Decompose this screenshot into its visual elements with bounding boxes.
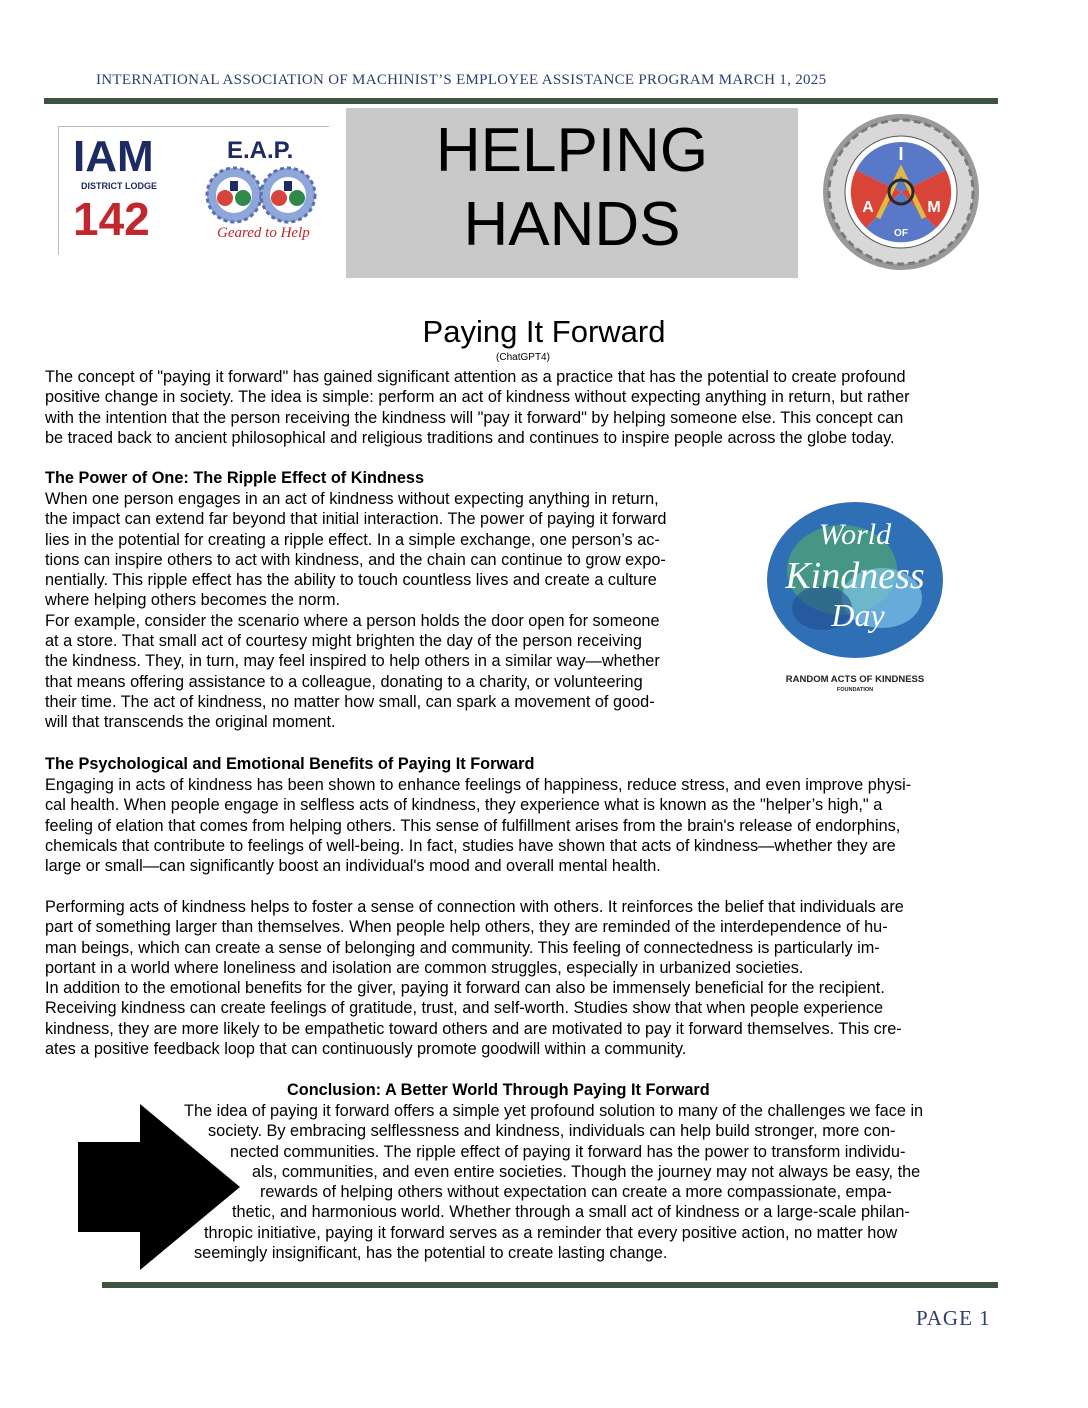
raok-caption-sub: FOUNDATION bbox=[836, 687, 874, 693]
newsletter-header: INTERNATIONAL ASSOCIATION OF MACHINIST’S EMPLOYEE ASSISTANCE PROGRAM MARCH 1, 2025 bbox=[96, 72, 827, 88]
section2b-line: In addition to the emotional benefits for the giver, paying it forward can also be immensely beneficial for the recipient. bbox=[45, 979, 885, 998]
conclusion-line: als, communities, and even entire societies. Though the journey may not always be easy, the bbox=[252, 1162, 921, 1181]
seal-letter-a: A bbox=[862, 199, 874, 216]
section2b-line: part of something larger than themselves. When people help others, they are reminded of the interdependence of hu- bbox=[45, 918, 888, 937]
section1-line: where helping others becomes the norm. bbox=[45, 591, 341, 610]
section1-line: will that transcends the original moment. bbox=[45, 713, 336, 732]
section1-line: When one person engages in an act of kindness without expecting anything in return, bbox=[45, 490, 659, 508]
masthead-title bbox=[346, 108, 798, 278]
section1-line: their time. The act of kindness, no matter how small, can spark a movement of good- bbox=[45, 692, 655, 711]
section2b-line: ates a positive feedback loop that can continuously promote goodwill within a community. bbox=[45, 1040, 687, 1059]
section2b-line: Receiving kindness can create feelings of gratitude, trust, and self-worth. Studies show that when people experience bbox=[45, 999, 884, 1018]
conclusion-line: society. By embracing selflessness and kindness, individuals can help build stronger, more con- bbox=[208, 1122, 896, 1141]
iam-seal-logo bbox=[808, 110, 994, 274]
section1-heading: The Power of One: The Ripple Effect of Kindness bbox=[45, 469, 425, 487]
conclusion-line: thetic, and harmonious world. Whether through a small act of kindness or a large-scale philan- bbox=[232, 1203, 910, 1222]
article-title: Paying It Forward bbox=[422, 314, 666, 349]
eap-gears-icon bbox=[201, 165, 321, 225]
page-number: PAGE 1 bbox=[916, 1306, 991, 1330]
seal-letter-m: M bbox=[927, 199, 941, 216]
wkd-text-kindness: Kindness bbox=[785, 555, 925, 597]
section2b-line: Performing acts of kindness helps to foster a sense of connection with others. It reinforces the belief that individuals are bbox=[45, 898, 904, 916]
intro-line: with the intention that the person receiving the kindness will "pay it forward" by helping someone else. This concept can bbox=[45, 408, 904, 427]
section2a-line: chemicals that contribute to feelings of well-being. In fact, studies have shown that acts of kindness—whether they are bbox=[45, 836, 896, 855]
intro-line: The concept of "paying it forward" has gained significant attention as a practice that has the potential to create profound bbox=[45, 368, 906, 386]
section2-paragraph-b bbox=[45, 897, 904, 1059]
seal-letter-of: OF bbox=[894, 228, 908, 239]
conclusion-paragraph bbox=[0, 1101, 1088, 1263]
section1-line: lies in the potential for creating a ripple effect. In a simple exchange, one person’s ac- bbox=[45, 530, 660, 549]
intro-line: positive change in society. The idea is simple: perform an act of kindness without expecting anything in return, but rather bbox=[45, 388, 910, 407]
raok-caption: RANDOM ACTS OF KINDNESS bbox=[785, 674, 925, 685]
section2a-line: cal health. When people engage in selfless acts of kindness, they experience what is known as the "helper’s high," a bbox=[45, 796, 883, 815]
section2a-line: Engaging in acts of kindness has been shown to enhance feelings of happiness, reduce stress, and even improve physi- bbox=[45, 776, 912, 794]
section1-line: the impact can extend far beyond that initial interaction. The power of paying it forward bbox=[45, 510, 667, 529]
section1-line: tions can inspire others to act with kindness, and the chain can continue to grow expo- bbox=[45, 550, 666, 569]
conclusion-line: The idea of paying it forward offers a simple yet profound solution to many of the challenges we face in bbox=[184, 1102, 924, 1120]
conclusion-line: thropic initiative, paying it forward serves as a reminder that every positive action, no matter how bbox=[204, 1223, 898, 1242]
eap-tagline: Geared to Help bbox=[217, 225, 310, 241]
seal-letter-i: I bbox=[898, 144, 904, 164]
section1-line: that means offering assistance to a colleague, donating to a charity, or volunteering bbox=[45, 672, 643, 691]
wkd-text-day: Day bbox=[831, 597, 885, 633]
iam-eap-logo bbox=[58, 126, 329, 255]
masthead-title-line1: HELPING bbox=[435, 116, 709, 185]
section2b-line: kindness, they are more likely to be empathetic toward others and are motivated to pay it forward themselves. This cre- bbox=[45, 1019, 902, 1038]
conclusion-line: seemingly insignificant, has the potential to create lasting change. bbox=[194, 1244, 668, 1263]
section1-paragraph bbox=[45, 489, 666, 733]
header-rule bbox=[44, 98, 998, 104]
conclusion-heading: Conclusion: A Better World Through Paying It Forward bbox=[287, 1081, 710, 1099]
wkd-text-world: World bbox=[818, 518, 892, 551]
masthead-title-line2: HANDS bbox=[463, 190, 681, 259]
intro-paragraph bbox=[45, 367, 910, 448]
section2a-line: feeling of elation that comes from helping others. This sense of fulfillment arises from the brain's release of endorphins, bbox=[45, 816, 901, 835]
section1-line: nentially. This ripple effect has the ability to touch countless lives and create a culture bbox=[45, 571, 657, 590]
intro-line: be traced back to ancient philosophical and religious traditions and continues to inspire people across the globe today. bbox=[45, 428, 895, 447]
iam-logo-text: IAM bbox=[73, 132, 154, 181]
section2b-line: man beings, which can create a sense of belonging and community. This feeling of connectedness is particularly im- bbox=[45, 938, 880, 957]
section1-line: the kindness. They, in turn, may feel inspired to help others in a similar way—whether bbox=[45, 652, 660, 671]
lodge-number: 142 bbox=[73, 193, 150, 245]
world-kindness-day-image bbox=[762, 498, 948, 708]
conclusion-line: rewards of helping others without expectation can create a more compassionate, empa- bbox=[260, 1183, 892, 1202]
district-lodge-text: DISTRICT LODGE bbox=[81, 181, 157, 191]
section2b-line: portant in a world where loneliness and isolation are common struggles, especially in urbanized societies. bbox=[45, 958, 804, 977]
conclusion-line: nected communities. The ripple effect of paying it forward has the power to transform individu- bbox=[230, 1142, 906, 1161]
section2-heading: The Psychological and Emotional Benefits of Paying It Forward bbox=[45, 755, 535, 773]
eap-logo-text: E.A.P. bbox=[227, 137, 294, 164]
section2a-line: large or small—can significantly boost an individual's mood and overall mental health. bbox=[45, 857, 661, 876]
section2-paragraph-a bbox=[45, 775, 911, 876]
article-source: (ChatGPT4) bbox=[496, 352, 550, 363]
footer-rule bbox=[102, 1282, 998, 1288]
section1-line: For example, consider the scenario where a person holds the door open for someone bbox=[45, 611, 660, 630]
section1-line: at a store. That small act of courtesy might brighten the day of the person receiving bbox=[45, 632, 642, 651]
